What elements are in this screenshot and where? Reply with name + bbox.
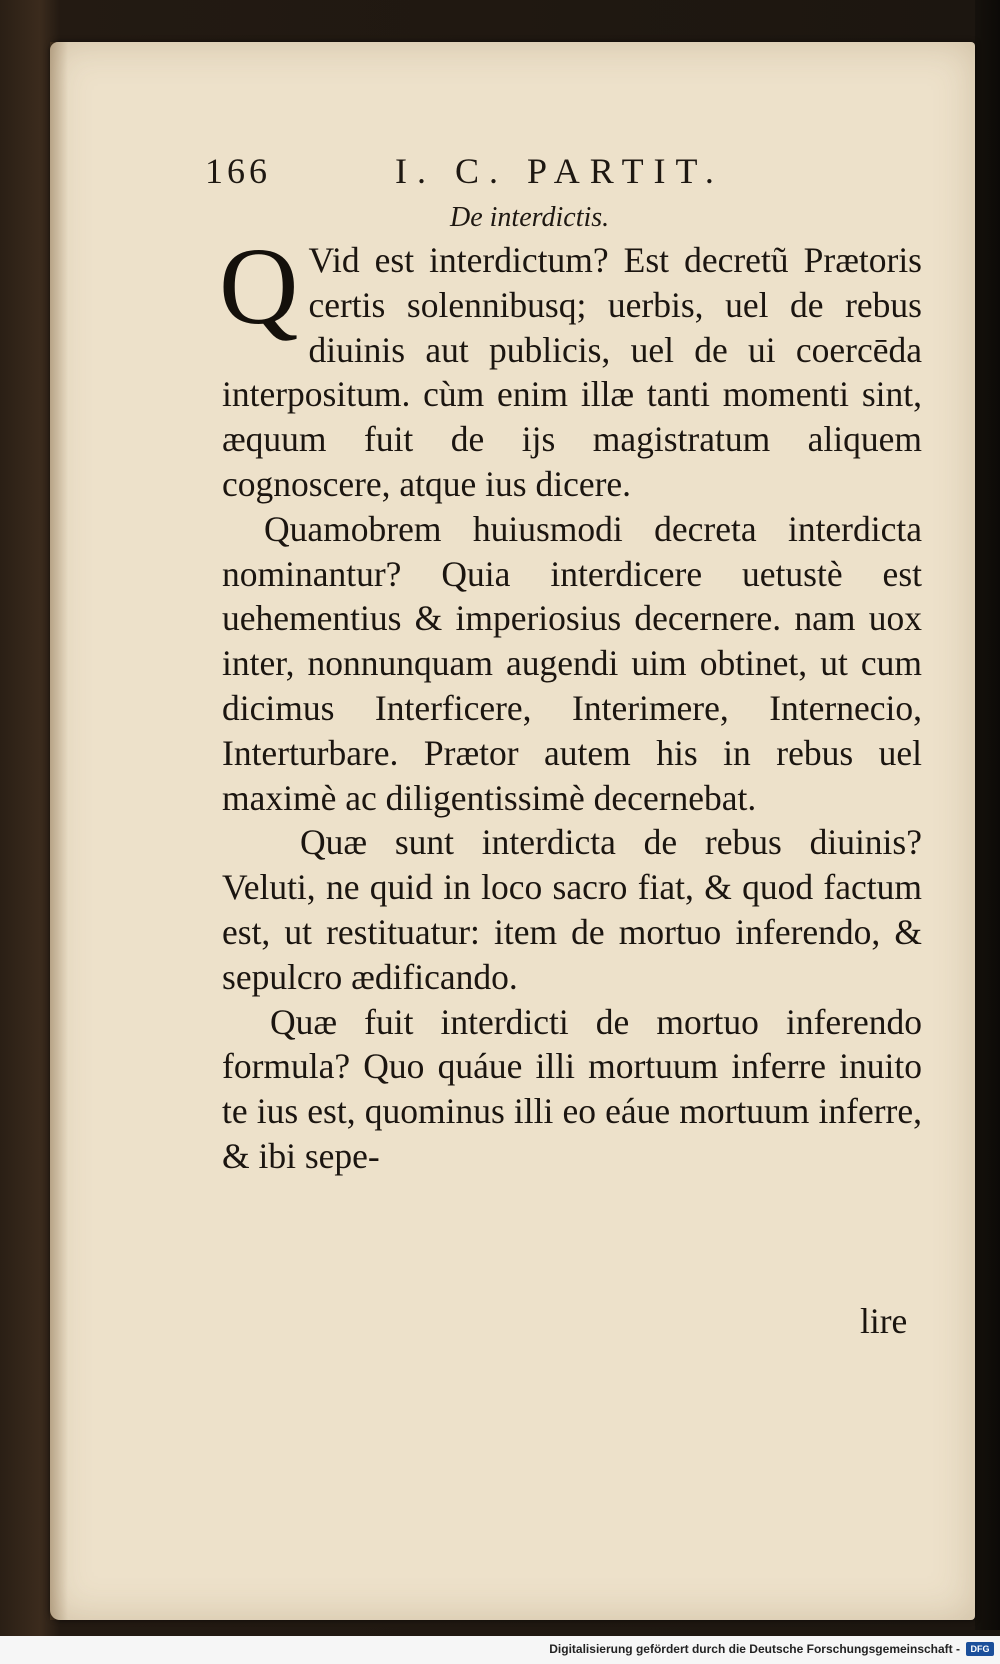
footer-credit: Digitalisierung gefördert durch die Deutsche Forschungsgemeinschaft - bbox=[549, 1642, 960, 1656]
footer-bar bbox=[0, 1636, 1000, 1664]
running-head: I. C. PARTIT. bbox=[395, 151, 724, 191]
dfg-logo: DFG bbox=[966, 1642, 994, 1656]
paragraph-2: Quamobrem huiusmodi decreta interdicta nominantur? Quia interdicere uetustè est uehementius & imperiosius decernere. nam uox inter, nonnunquam augendi uim obtinet, ut cum dicimus Interficere, Interimere, Internecio, Interturbare. Prætor autem his in rebus uel maximè ac diligentissimè decernebat. bbox=[222, 508, 922, 818]
body-text bbox=[219, 225, 922, 1179]
paragraph-1 bbox=[219, 225, 922, 507]
drop-cap: Q bbox=[219, 225, 299, 347]
paragraph-3: Quæ sunt interdicta de rebus diuinis? Veluti, ne quid in loco sacro fiat, & quod factum est, ut restituatur: item de mortuo inferendo, & sepulcro ædificando. bbox=[222, 822, 922, 997]
paragraph-4: Quæ fuit interdicti de mortuo inferendo formula? Quo quáue illi mortuum inferre inuito te ius est, quominus illi eo eáue mortuum inferre, & ibi sepe- bbox=[222, 1001, 922, 1176]
page-number: 166 bbox=[205, 151, 271, 191]
book-edge bbox=[975, 0, 1000, 1630]
page-header bbox=[205, 150, 925, 194]
catchword: lire bbox=[860, 1301, 908, 1341]
section-title: De interdictis. bbox=[450, 202, 610, 233]
paragraph-1-text: Vid est interdictum? Est decretũ Prætoris certis solennibusq; uerbis, uel de rebus diuinis aut publicis, uel de ui coercēda interpositum. cùm enim illæ tanti momenti sint, æquum fuit de ijs magistratum aliquem cognoscere, atque ius dicere. bbox=[222, 240, 922, 504]
page-gutter bbox=[50, 42, 68, 1620]
